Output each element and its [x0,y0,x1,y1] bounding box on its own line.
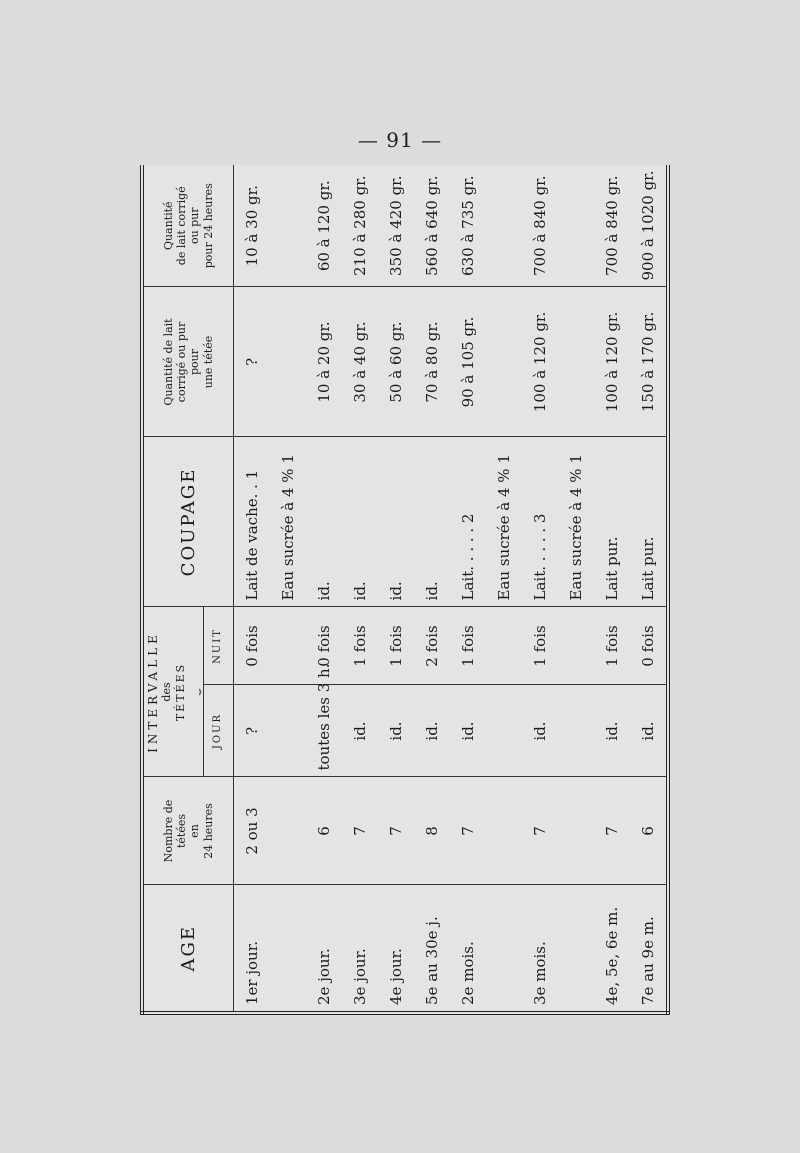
header-jour: JOUR [203,685,233,777]
table-frame [140,165,670,1015]
cell-age [486,885,522,1013]
cell-tetees-count [486,777,522,885]
cell-qte-24h: 210 à 280 gr. [350,175,369,276]
header-qte-tetee: Quantité de lait corrigé ou pur pour une tétée [142,287,233,437]
cell-age: 2e mois. [450,885,486,1013]
cell-jour [270,685,306,777]
cell-nuit: 2 fois [414,607,450,685]
table-row [233,165,270,1013]
table-row [522,165,558,1013]
cell-jour: id. [522,685,558,777]
cell-nuit: 0 fois [306,607,342,685]
cell-qte-tetee: 90 à 105 gr. [450,287,486,437]
cell-qte-tetee: 100 à 120 gr. [594,287,630,437]
table-row [594,165,630,1013]
header-qte-24h: Quantité de lait corrigé ou pur pour 24 heures [142,165,233,287]
cell-nuit [486,607,522,685]
cell-qte-tetee: ? [233,287,270,437]
cell-coupage: Lait de vache. . 1 [233,437,270,607]
feeding-table [140,165,670,1015]
cell-coupage: Eau sucrée à 4 % 1 [270,437,306,607]
cell-nuit: 0 fois [630,607,668,685]
cell-age: 3e jour. [342,885,378,1013]
table-row [270,165,306,1013]
cell-jour: toutes les 3 h. [306,685,342,777]
cell-jour [558,685,594,777]
cell-coupage: Lait. . . . . 2 [450,437,486,607]
brace-mark: ⏟ [187,688,201,696]
cell-nuit: 1 fois [450,607,486,685]
cell-age [270,885,306,1013]
cell-qte-24h: 900 à 1020 gr. [638,170,657,281]
cell-age: 3e mois. [522,885,558,1013]
cell-coupage: id. [414,437,450,607]
header-intervalle: INTERVALLE des TÉTÉES ⏟ [142,607,203,777]
cell-qte-24h: 10 à 30 gr. [242,185,261,267]
cell-age [558,885,594,1013]
cell-nuit: 1 fois [522,607,558,685]
table-row [450,165,486,1013]
cell-nuit: 0 fois [233,607,270,685]
cell-age: 2e jour. [306,885,342,1013]
cell-jour: id. [414,685,450,777]
cell-qte-24h: 700 à 840 gr. [602,175,621,276]
cell-coupage: Eau sucrée à 4 % 1 [558,437,594,607]
feeding-table-rotated [140,165,670,1015]
cell-nuit [558,607,594,685]
cell-qte-tetee: 30 à 40 gr. [342,287,378,437]
cell-age: 7e au 9e m. [630,885,668,1013]
cell-qte-tetee: 150 à 170 gr. [630,287,668,437]
table-row [378,165,414,1013]
header-coupage: COUPAGE [142,437,233,607]
cell-qte-tetee [558,287,594,437]
cell-age: 4e, 5e, 6e m. [594,885,630,1013]
table-row [558,165,594,1013]
cell-nuit [270,607,306,685]
cell-jour: id. [594,685,630,777]
cell-nuit: 1 fois [594,607,630,685]
cell-tetees-count: 6 [306,777,342,885]
cell-qte-tetee: 70 à 80 gr. [414,287,450,437]
cell-tetees-count: 7 [522,777,558,885]
cell-qte-24h: 560 à 640 gr. [422,175,441,276]
cell-qte-24h: 60 à 120 gr. [314,180,333,272]
cell-qte-24h [558,165,594,287]
cell-nuit: 1 fois [378,607,414,685]
cell-coupage: id. [306,437,342,607]
table-row [342,165,378,1013]
cell-qte-24h [486,165,522,287]
cell-tetees-count: 2 ou 3 [233,777,270,885]
cell-qte-tetee: 50 à 60 gr. [378,287,414,437]
cell-coupage: id. [342,437,378,607]
cell-qte-tetee: 10 à 20 gr. [306,287,342,437]
cell-age: 1er jour. [233,885,270,1013]
cell-tetees-count: 8 [414,777,450,885]
cell-coupage: Lait. . . . . 3 [522,437,558,607]
cell-tetees-count: 7 [594,777,630,885]
cell-qte-tetee [486,287,522,437]
table-row [414,165,450,1013]
cell-coupage: Lait pur. [630,437,668,607]
cell-tetees-count [558,777,594,885]
header-tetees-count: Nombre de tétées en 24 heures [142,777,233,885]
cell-qte-24h: 630 à 735 gr. [458,175,477,276]
cell-qte-tetee [270,287,306,437]
table-row [486,165,522,1013]
cell-age: 5e au 30e j. [414,885,450,1013]
table-row [306,165,342,1013]
cell-jour: ? [233,685,270,777]
page-number: — 91 — [357,128,443,152]
cell-qte-24h: 350 à 420 gr. [386,175,405,276]
cell-tetees-count: 7 [450,777,486,885]
cell-coupage: Lait pur. [594,437,630,607]
table-row [630,165,668,1013]
cell-jour [486,685,522,777]
cell-jour: id. [378,685,414,777]
cell-qte-24h [270,165,306,287]
header-nuit: NUIT [203,607,233,685]
cell-jour: id. [630,685,668,777]
cell-qte-tetee: 100 à 120 gr. [522,287,558,437]
cell-tetees-count [270,777,306,885]
cell-age: 4e jour. [378,885,414,1013]
header-age: AGE [142,885,233,1013]
cell-tetees-count: 6 [630,777,668,885]
cell-tetees-count: 7 [342,777,378,885]
cell-jour: id. [342,685,378,777]
cell-jour: id. [450,685,486,777]
cell-coupage: Eau sucrée à 4 % 1 [486,437,522,607]
cell-qte-24h: 700 à 840 gr. [530,175,549,276]
cell-nuit: 1 fois [342,607,378,685]
cell-tetees-count: 7 [378,777,414,885]
cell-coupage: id. [378,437,414,607]
